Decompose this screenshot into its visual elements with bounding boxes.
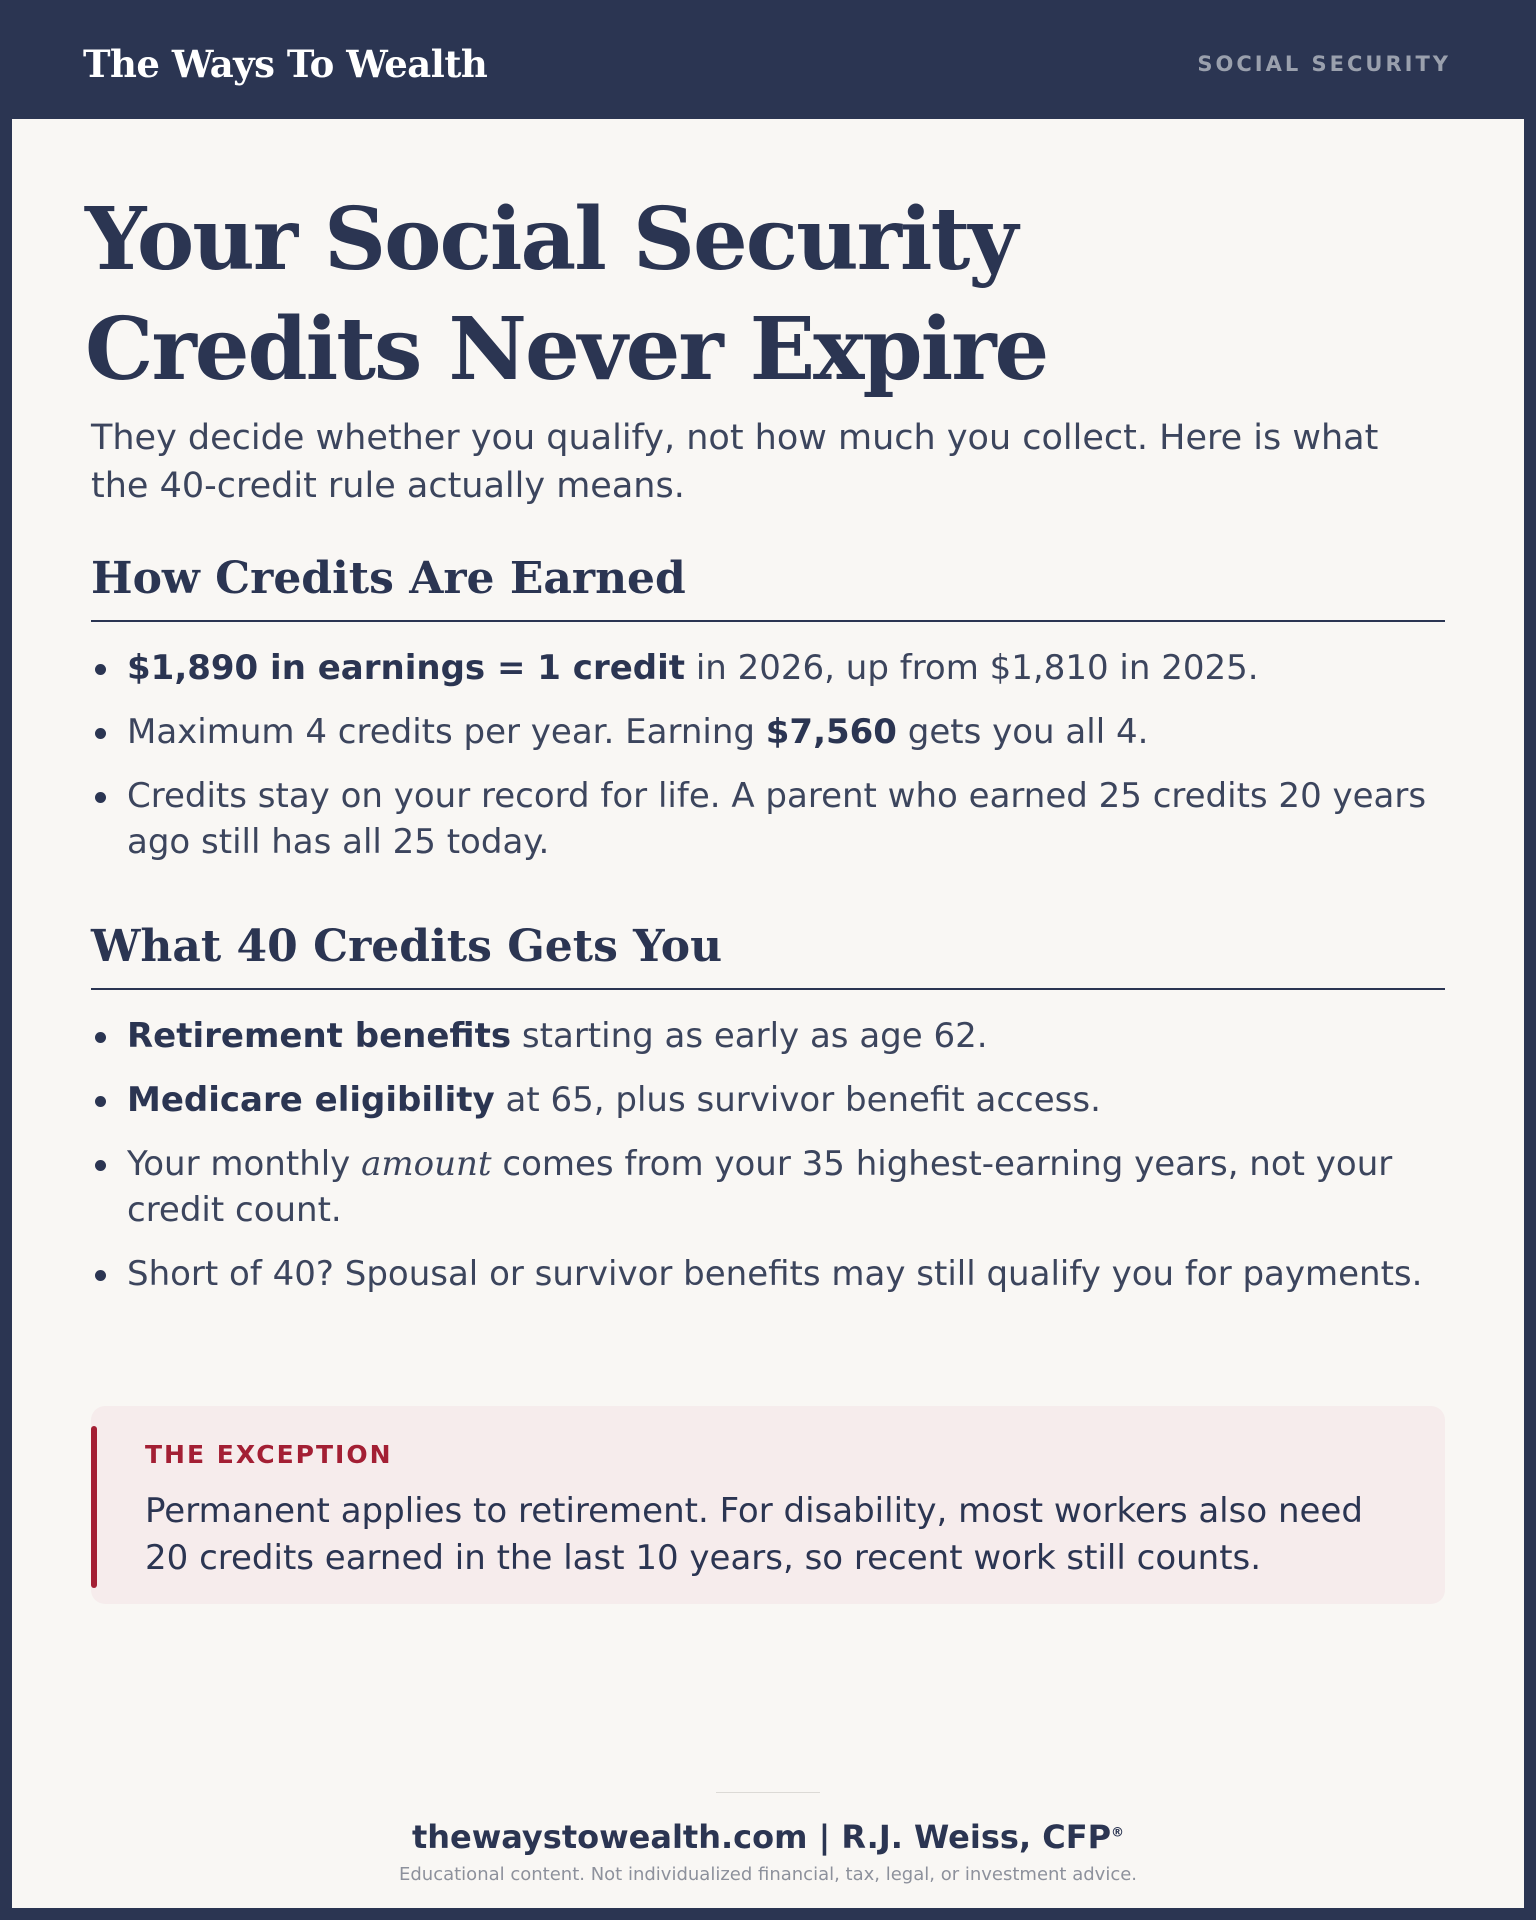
title-line-2: Credits Never Expire [85, 299, 1048, 400]
section-heading-40-credits: What 40 Credits Gets You [91, 921, 1445, 990]
callout-text: Permanent applies to retirement. For disability, most workers also need 20 credits earned in the last 10 years, so recent work still counts. [145, 1491, 1363, 1578]
section-heading-earned: How Credits Are Earned [91, 553, 1445, 622]
footer-separator: | [807, 1818, 842, 1856]
content-card [12, 119, 1524, 1908]
list-item-text: Your monthly [127, 1144, 362, 1184]
callout-accent-bar [91, 1426, 97, 1588]
subtitle: They decide whether you qualify, not how much you collect. Here is what the 40-credit rule actually means. [91, 418, 1379, 506]
list-item-text: at 65, plus survivor benefit access. [494, 1080, 1101, 1120]
list-item-bold: $1,890 in earnings = 1 credit [127, 648, 686, 688]
list-item-text: Maximum 4 credits per year. Earning [127, 712, 766, 752]
list-item [91, 1141, 1445, 1233]
list-item [91, 773, 1445, 865]
list-item [91, 1013, 1445, 1059]
disclaimer: Educational content. Not individualized financial, tax, legal, or investment advice. [398, 1864, 1138, 1885]
benefits-list [91, 1013, 1445, 1315]
footer-divider [716, 1792, 820, 1793]
list-item-text: starting as early as age 62. [511, 1016, 988, 1056]
list-item-text: in 2026, up from $1,810 in 2025. [685, 648, 1259, 688]
site-header [0, 0, 1536, 119]
list-item-bold: Medicare eligibility [127, 1080, 495, 1120]
page-title [85, 185, 1047, 405]
list-item-italic: amount [361, 1144, 492, 1184]
footer-credit [12, 1818, 1524, 1856]
registered-mark: ® [1111, 1825, 1125, 1841]
list-item-text: gets you all 4. [896, 712, 1149, 752]
list-item-bold: $7,560 [765, 712, 897, 752]
list-item [91, 1251, 1445, 1297]
list-item-bold: Retirement benefits [127, 1016, 512, 1056]
list-item [91, 645, 1445, 691]
footer-author: R.J. Weiss, CFP [841, 1818, 1112, 1856]
brand-name[interactable]: The Ways To Wealth [83, 42, 488, 86]
title-line-1: Your Social Security [85, 189, 1017, 290]
list-item-text: Short of 40? Spousal or survivor benefits may still qualify you for payments. [127, 1254, 1423, 1294]
list-item [91, 1077, 1445, 1123]
list-item-text: Credits stay on your record for life. A parent who earned 25 credits 20 years ago still has all 25 today. [127, 776, 1427, 862]
list-item [91, 709, 1445, 755]
footer-site-link[interactable]: thewaystowealth.com [411, 1818, 808, 1856]
list-item-text: comes from your 35 highest-earning years, not your credit count. [127, 1144, 1393, 1230]
exception-callout [91, 1406, 1445, 1604]
callout-label: THE EXCEPTION [145, 1440, 393, 1469]
section-tag: SOCIAL SECURITY [1197, 52, 1451, 76]
earned-list [91, 645, 1445, 883]
